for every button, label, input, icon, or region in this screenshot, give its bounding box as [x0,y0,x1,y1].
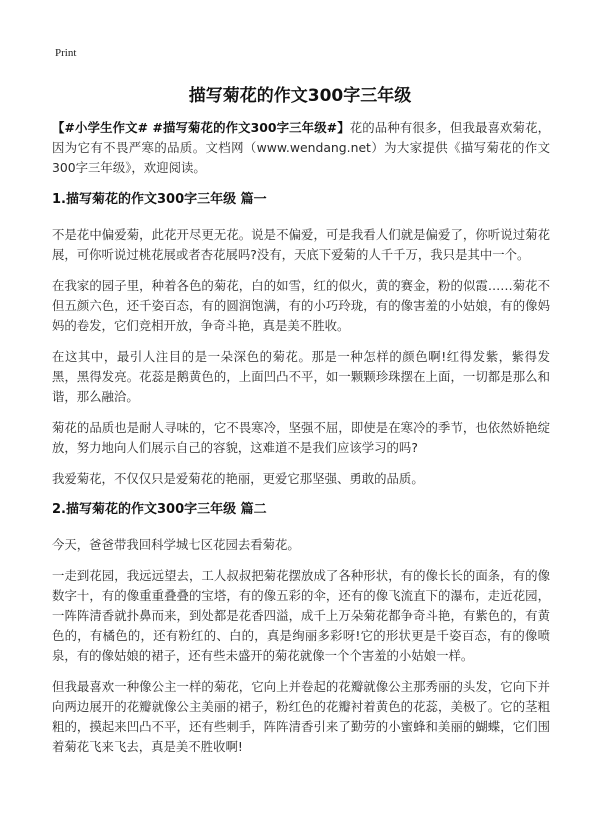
section-heading: 2.描写菊花的作文300字三年级 篇二 [52,502,267,517]
paragraph: 我爱菊花，不仅仅只是爱菊花的艳丽，更爱它那坚强、勇敢的品质。 [52,471,424,486]
section-1 [52,190,550,489]
paragraph: 今天，爸爸带我回科学城七区花园去看菊花。 [52,537,300,552]
paragraph: 在我家的园子里，种着各色的菊花，白的如雪，红的似火，黄的赛金，粉的似霞……菊花不但五颜六色，还千姿百态，有的圆润饱满，有的小巧玲珑，有的像害羞的小姑娘，有的像妈妈的卷发，它们竞相开放，争奇斗艳，真是美不胜收。 [52,278,550,333]
section-2 [52,500,550,757]
paragraph: 在这其中，最引人注目的是一朵深色的菊花。那是一种怎样的颜色啊!红得发紫，紫得发黑，黑得发亮。花蕊是鹅黄色的，上面凹凸不平，如一颗颗珍珠摆在上面，一切都是那么和谐，那么融洽。 [52,349,550,404]
paragraph: 不是花中偏爱菊，此花开尽更无花。说是不偏爱，可是我看人们就是偏爱了，你听说过菊花展，可你听说过桃花展或者杏花展吗?没有，天底下爱菊的人千千万，我只是其中一个。 [52,227,550,262]
intro-tags: 【#小学生作文# #描写菊花的作文300字三年级#】 [52,120,350,135]
paragraph: 菊花的品质也是耐人寻味的，它不畏寒冷，坚强不屈，即使是在寒冷的季节，也依然娇艳绽放，努力地向人们展示自己的容貌，这难道不是我们应该学习的吗? [52,420,550,455]
paragraph: 一走到花园，我远远望去，工人叔叔把菊花摆放成了各种形状，有的像长长的面条，有的像数字十，有的像重重叠叠的宝塔，有的像五彩的伞，还有的像飞流直下的瀑布，走近花园，一阵阵清香就扑鼻而来，到处都是花香四溢，成千上万朵菊花都争奇斗艳，有紫色的，有黄色的，有橘色的，还有粉红的、白的，真是绚丽多彩呀!它的形状更是千姿百态，有的像喷泉，有的像姑娘的裙子，还有些未盛开的菊花就像一个个害羞的小姑娘一样。 [52,568,550,663]
section-heading: 1.描写菊花的作文300字三年级 篇一 [52,192,267,207]
intro-paragraph [52,118,550,178]
intro-text: 花的品种有很多，但我最喜欢菊花，因为它有不畏严寒的品质。文档网（www.wendang.net）为大家提供《描写菊花的作文300字三年级》，欢迎阅读。 [52,120,550,175]
paragraph: 但我最喜欢一种像公主一样的菊花，它向上并卷起的花瓣就像公主那秀丽的头发，它向下并向两边展开的花瓣就像公主美丽的裙子，粉红色的花瓣衬着黄色的花蕊，美极了。它的茎粗粗的，摸起来凹凸不平，还有些刺手，阵阵清香引来了勤劳的小蜜蜂和美丽的蝴蝶，它们围着菊花飞来飞去，真是美不胜收啊! [52,679,550,754]
page-title: 描写菊花的作文300字三年级 [188,86,412,106]
article-body [52,118,550,768]
print-link[interactable]: Print [55,47,77,59]
